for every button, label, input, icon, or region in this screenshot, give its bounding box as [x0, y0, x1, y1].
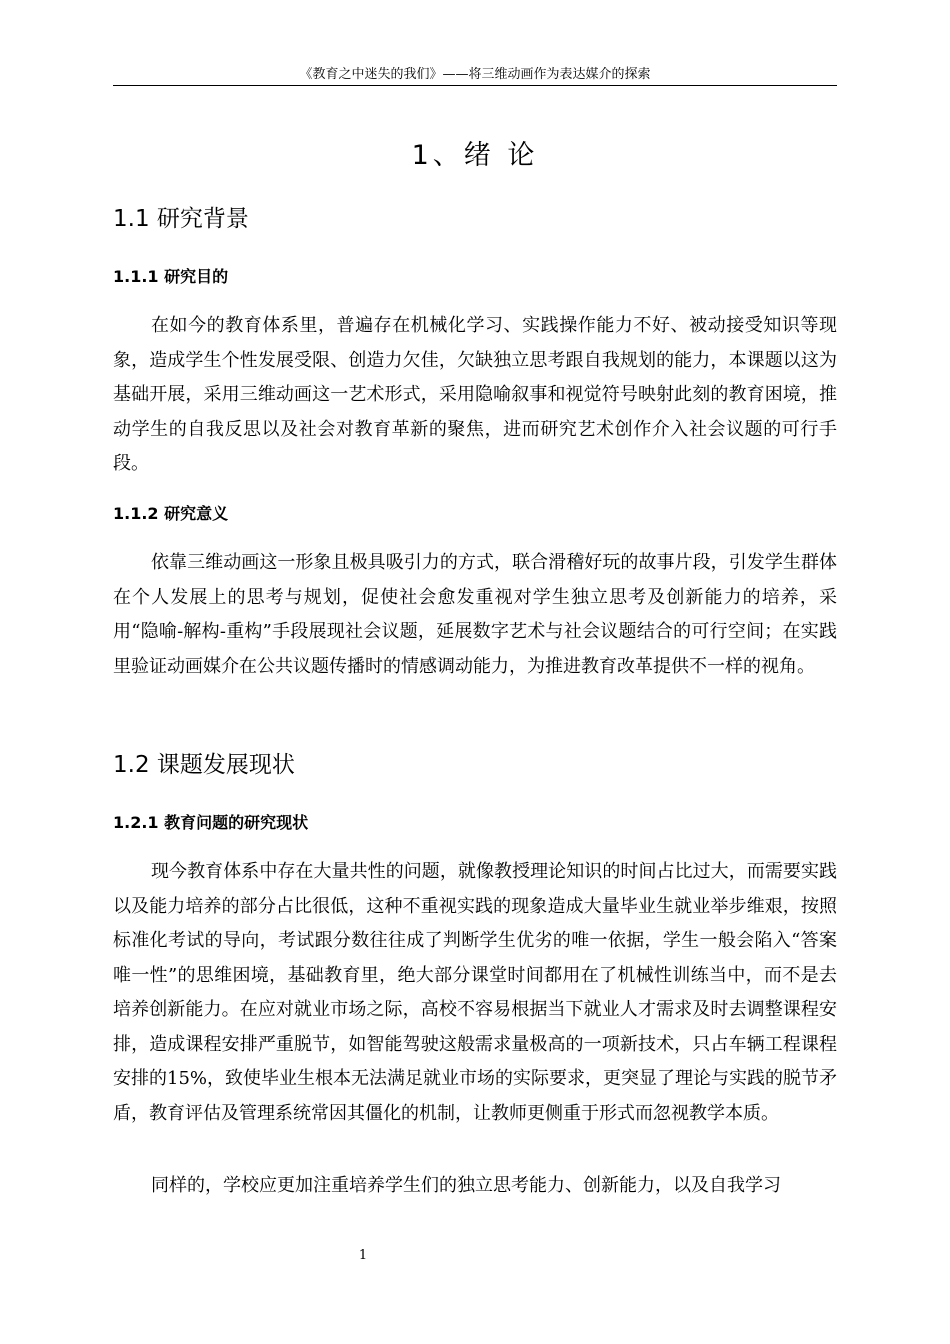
- paragraph-education-status: 现今教育体系中存在大量共性的问题，就像教授理论知识的时间占比过大，而需要实践以及能力培养的部分占比很低，这种不重视实践的现象造成大量毕业生就业举步维艰，按照标准化考试的导向，考试跟分数往往成了判断学生优劣的唯一依据，学生一般会陷入“答案唯一性”的思维困境，基础教育里，绝大部分课堂时间都用在了机械性训练当中，而不是去培养创新能力。在应对就业市场之际，高校不容易根据当下就业人才需求及时去调整课程安排，造成课程安排严重脱节，如智能驾驶这般需求量极高的一项新技术，只占车辆工程课程安排的15%，致使毕业生根本无法满足就业市场的实际要求，更突显了理论与实践的脱节矛盾，教育评估及管理系统常因其僵化的机制，让教师更侧重于形式而忽视教学本质。: [113, 861, 838, 1124]
- paragraph-education-status-continued: 同样的，学校应更加注重培养学生们的独立思考能力、创新能力，以及自我学习: [151, 1175, 781, 1196]
- section-heading-1-1: 1.1 研究背景: [113, 206, 249, 232]
- chapter-title: 1、绪 论: [411, 140, 539, 171]
- header-rule: [113, 85, 837, 86]
- paragraph-research-significance: 依靠三维动画这一形象且极具吸引力的方式，联合滑稽好玩的故事片段，引发学生群体在个人发展上的思考与规划，促使社会愈发重视对学生独立思考及创新能力的培养，采用“隐喻-解构-重构”手段展现社会议题，延展数字艺术与社会议题结合的可行空间；在实践里验证动画媒介在公共议题传播时的情感调动能力，为推进教育改革提供不一样的视角。: [113, 552, 837, 677]
- running-header: 《教育之中迷失的我们》——将三维动画作为表达媒介的探索: [299, 67, 651, 82]
- paragraph-research-purpose: 在如今的教育体系里，普遍存在机械化学习、实践操作能力不好、被动接受知识等现象，造成学生个性发展受限、创造力欠佳，欠缺独立思考跟自我规划的能力，本课题以这为基础开展，采用三维动画这一艺术形式，采用隐喻叙事和视觉符号映射此刻的教育困境，推动学生的自我反思以及社会对教育革新的聚焦，进而研究艺术创作介入社会议题的可行手段。: [113, 315, 837, 474]
- subsection-heading-1-2-1: 1.2.1 教育问题的研究现状: [113, 813, 309, 832]
- section-heading-1-2: 1.2 课题发展现状: [113, 752, 295, 778]
- subsection-heading-1-1-2: 1.1.2 研究意义: [113, 504, 229, 523]
- subsection-heading-1-1-1: 1.1.1 研究目的: [113, 267, 229, 286]
- page-number: 1: [358, 1248, 368, 1263]
